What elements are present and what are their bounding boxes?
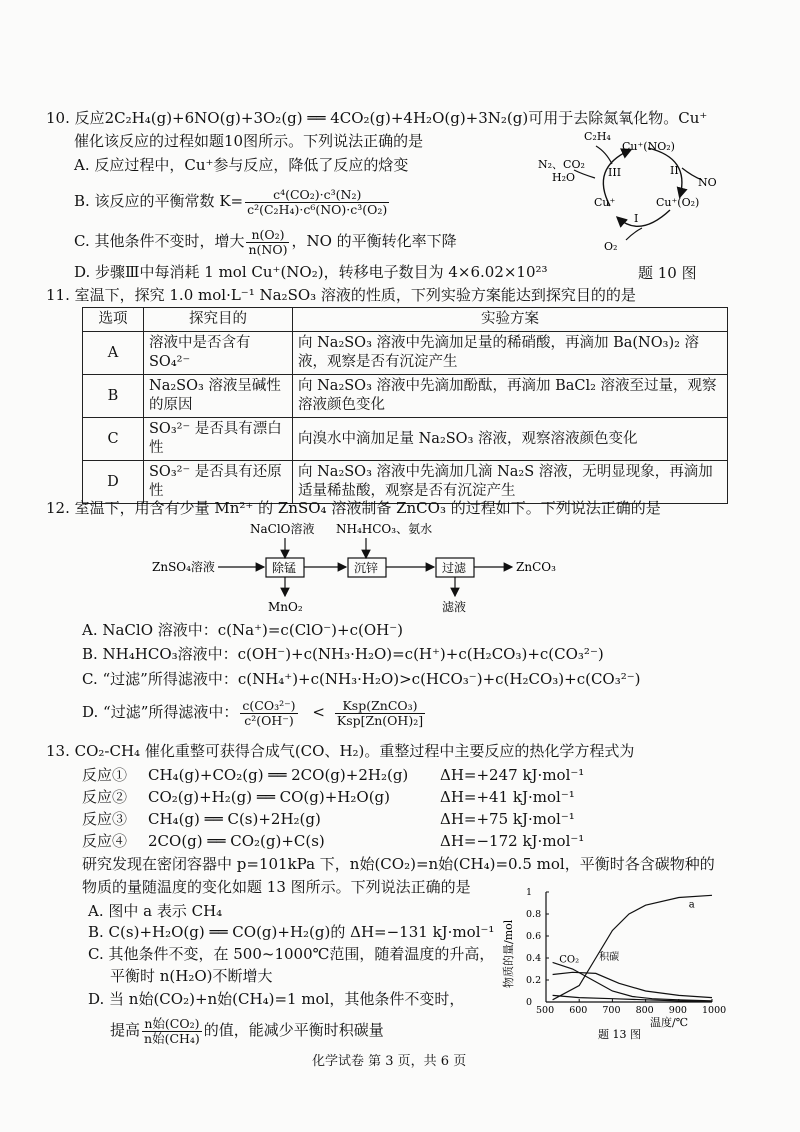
q12-stem: 12. 室温下，用含有少量 Mn²⁺ 的 ZnSO₄ 溶液制备 ZnCO₃ 的过程如下。下列说法正确的是 (46, 499, 661, 517)
q10-caption: 题 10 图 (638, 264, 697, 282)
step2-label: II (670, 164, 679, 177)
q13-reaction-3-dh: ΔH=+75 kJ·mol⁻¹ (440, 810, 575, 828)
q10-stem-line1: 10. 反应2C₂H₄(g)+6NO(g)+3O₂(g) ══ 4CO₂(g)+4H₂O(g)+3N₂(g)可用于去除氮氧化物。Cu⁺ (46, 109, 708, 127)
flow-reagent2: NH₄HCO₃、氨水 (336, 522, 433, 536)
q13-reaction-3-label: 反应③ (82, 810, 128, 828)
q10-k-denominator: c²(C₂H₄)·c⁶(NO)·c³(O₂) (247, 201, 388, 217)
q10-ratio-denominator: n(NO) (248, 241, 288, 257)
page-footer: 化学试卷 第 3 页，共 6 页 (312, 1054, 467, 1069)
flow-out3: 滤液 (442, 600, 467, 614)
q12-d-operator: < (312, 703, 325, 721)
q13-d-numerator: n始(CO₂) (142, 1017, 202, 1032)
o2-branch (626, 228, 642, 240)
q11-header-purpose: 探究目的 (144, 308, 293, 332)
q11-row-option: C (83, 418, 144, 461)
chart-caption: 题 13 图 (598, 1028, 641, 1041)
chart-y-tick-label: 0.2 (526, 975, 542, 986)
q13-reaction-2-eq: CO₂(g)+H₂(g) ══ CO(g)+H₂O(g) (148, 788, 391, 806)
q13-option-d-line2 (110, 1010, 384, 1050)
chart-y-tick-label: 0.8 (526, 909, 542, 920)
q13-reaction-4-eq: 2CO(g) ══ CO₂(g)+C(s) (148, 832, 325, 850)
h2o-label: H₂O (552, 171, 576, 184)
q13-option-a: A. 图中 a 表示 CH₄ (88, 902, 223, 920)
q11-row-option: B (83, 375, 144, 418)
q12-d-num2: Ksp(ZnCO₃) (335, 699, 425, 714)
q11-header-option: 选项 (83, 308, 144, 332)
q13-chart (500, 884, 730, 1042)
q13-d-fraction (142, 1017, 202, 1046)
q11-row-purpose: 溶液中是否含有 SO₄²⁻ (144, 332, 293, 375)
chart-y-tick-label: 1 (526, 887, 533, 898)
no-label: NO (698, 176, 717, 189)
q13-reaction-1-eq: CH₄(g)+CO₂(g) ══ 2CO(g)+2H₂(g) (148, 766, 409, 784)
q13-reaction-2-label: 反应② (82, 788, 128, 806)
q13-option-c-line2: 平衡时 n(H₂O)不断增大 (110, 967, 273, 985)
q12-option-d (82, 692, 427, 732)
q12-option-b: B. NH₄HCO₃溶液中：c(OH⁻)+c(NH₃·H₂O)=c(H⁺)+c(H₂CO₃)+c(CO₃²⁻) (82, 645, 604, 663)
chart-x-tick-label: 900 (668, 1005, 687, 1016)
q11-row-option: D (83, 461, 144, 504)
q11-row-plan: 向 Na₂SO₃ 溶液中先滴加足量的稀硝酸，再滴加 Ba(NO₃)₂ 溶液，观察是否有沉淀产生 (293, 332, 728, 375)
cu-label: Cu⁺ (594, 196, 616, 209)
q13-reaction-4-dh: ΔH=−172 kJ·mol⁻¹ (440, 832, 585, 850)
q11-row-purpose: SO₃²⁻ 是否具有还原性 (144, 461, 293, 504)
q11-row-purpose: Na₂SO₃ 溶液呈碱性的原因 (144, 375, 293, 418)
chart-x-tick-label: 600 (569, 1005, 588, 1016)
q11-header-plan: 实验方案 (293, 308, 728, 332)
q13-option-c-line1: C. 其他条件不变，在 500~1000℃范围，随着温度的升高， (88, 945, 495, 963)
q13-reaction-3-eq: CH₄(g) ══ C(s)+2H₂(g) (148, 810, 321, 828)
q12-option-c: C. “过滤”所得滤液中：c(NH₄⁺)+c(NH₃·H₂O)>c(HCO₃⁻)+c(H₂CO₃)+c(CO₃²⁻) (82, 670, 641, 688)
q13-option-d-line1: D. 当 n始(CO₂)+n始(CH₄)=1 mol，其他条件不变时， (88, 990, 465, 1008)
flow-reagent1: NaClO溶液 (250, 522, 315, 536)
flow-start: ZnSO₄溶液 (152, 560, 215, 574)
flow-box2-label: 沉锌 (354, 561, 379, 575)
q10-catalytic-cycle-diagram (530, 128, 730, 256)
q10-option-c (74, 223, 457, 259)
o2-label: O₂ (604, 240, 618, 253)
chart-y-tick-label: 0.4 (526, 953, 542, 964)
q11-table-header (83, 308, 728, 332)
chart-x-tick-label: 1000 (702, 1005, 727, 1016)
q10-option-b (74, 183, 391, 219)
chart-y-axis-label: 物质的量/mol (502, 919, 515, 988)
cu-o2-label: Cu⁺(O₂) (656, 196, 700, 209)
q13-reaction-1-label: 反应① (82, 766, 128, 784)
product-branch (574, 170, 595, 178)
step1-label: I (634, 212, 639, 225)
table-row (83, 375, 728, 418)
q12-d-fraction-left (240, 699, 297, 728)
flow-box1-label: 除锰 (272, 561, 297, 575)
chart-y-tick-label: 0 (526, 997, 533, 1008)
q11-row-option: A (83, 332, 144, 375)
q13-reaction-2-dh: ΔH=+41 kJ·mol⁻¹ (440, 788, 575, 806)
chart-x-axis-label: 温度/℃ (650, 1016, 689, 1029)
q12-option-a: A. NaClO 溶液中：c(Na⁺)=c(ClO⁻)+c(OH⁻) (82, 621, 403, 639)
q13-option-d-pre: 提高 (110, 1021, 141, 1039)
chart-series (553, 895, 712, 1001)
chart-series-line (553, 895, 712, 1000)
flow-end: ZnCO₃ (516, 560, 556, 574)
q13-option-b: B. C(s)+H₂O(g) ══ CO(g)+H₂(g)的 ΔH=−131 kJ·mol⁻¹ (88, 923, 495, 941)
c2h4-label: C₂H₄ (584, 130, 611, 143)
table-row (83, 418, 728, 461)
chart-series-line (553, 962, 712, 1001)
q10-option-d: D. 步骤Ⅲ中每消耗 1 mol Cu⁺(NO₂)，转移电子数目为 4×6.02×10²³ (74, 263, 548, 281)
q11-stem: 11. 室温下，探究 1.0 mol·L⁻¹ Na₂SO₃ 溶液的性质，下列实验方案能达到探究目的的是 (46, 286, 636, 304)
q11-row-plan: 向 Na₂SO₃ 溶液中先滴加几滴 Na₂S 溶液，无明显现象，再滴加适量稀盐酸，观察是否有沉淀产生 (293, 461, 728, 504)
chart-series-label: a (688, 899, 695, 911)
chart-y-tick-label: 0.6 (526, 931, 542, 942)
c2h4-branch (596, 146, 612, 164)
q11-row-plan: 向 Na₂SO₃ 溶液中先滴加酚酞，再滴加 BaCl₂ 溶液至过量，观察溶液颜色变化 (293, 375, 728, 418)
q13-reaction-1-dh: ΔH=+247 kJ·mol⁻¹ (440, 766, 585, 784)
chart-x-tick-label: 700 (602, 1005, 621, 1016)
q10-k-numerator: c⁴(CO₂)·c³(N₂) (245, 188, 389, 203)
q12-d-den1: c²(OH⁻) (244, 712, 294, 728)
q13-d-denominator: n始(CH₄) (144, 1030, 200, 1046)
q10-option-b-text: B. 该反应的平衡常数 K= (74, 192, 244, 210)
q13-option-d-post: 的值，能减少平衡时积碳量 (203, 1021, 384, 1039)
q12-d-fraction-right (335, 699, 425, 728)
q11-table (82, 307, 728, 504)
flow-out1: MnO₂ (268, 600, 303, 614)
chart-x-tick-label: 500 (536, 1005, 555, 1016)
chart-x-tick-label: 800 (635, 1005, 654, 1016)
q13-stem: 13. CO₂-CH₄ 催化重整可获得合成气(CO、H₂)。重整过程中主要反应的热化学方程式为 (46, 742, 635, 760)
cu-no2-label: Cu⁺(NO₂) (622, 140, 675, 153)
table-row (83, 332, 728, 375)
q12-flowchart (140, 520, 620, 616)
q10-stem-line2: 催化该反应的过程如题10图所示。下列说法正确的是 (74, 132, 424, 150)
q12-d-den2: Ksp[Zn(OH)₂] (336, 712, 424, 728)
q13-info-line1: 研究发现在密闭容器中 p=101kPa 下，n始(CO₂)=n始(CH₄)=0.5 mol，平衡时各含碳物种的 (82, 855, 715, 873)
q12-d-num1: c(CO₃²⁻) (242, 697, 296, 713)
q12-option-d-text: D. “过滤”所得滤液中： (82, 703, 239, 721)
q10-option-a: A. 反应过程中，Cu⁺参与反应，降低了反应的焓变 (74, 156, 409, 174)
chart-series-label: 积碳 (599, 952, 620, 964)
chart-series-label: CO₂ (559, 954, 580, 966)
chart-series-line (553, 972, 712, 997)
q10-k-fraction (245, 188, 389, 217)
flow-box3-label: 过滤 (442, 561, 467, 575)
products-label: N₂、CO₂ (538, 158, 585, 171)
q13-info-line2: 物质的量随温度的变化如题 13 图所示。下列说法正确的是 (82, 878, 471, 896)
q10-option-c-tail: ，NO 的平衡转化率下降 (291, 232, 457, 250)
q10-ratio-fraction (246, 228, 289, 257)
q10-option-c-text: C. 其他条件不变时，增大 (74, 232, 245, 250)
q13-reaction-4-label: 反应④ (82, 832, 128, 850)
q11-row-purpose: SO₃²⁻ 是否具有漂白性 (144, 418, 293, 461)
q11-row-plan: 向溴水中滴加足量 Na₂SO₃ 溶液，观察溶液颜色变化 (293, 418, 728, 461)
step1-arrow (618, 210, 670, 226)
q10-ratio-numerator: n(O₂) (246, 228, 289, 243)
step3-label: III (608, 166, 622, 179)
